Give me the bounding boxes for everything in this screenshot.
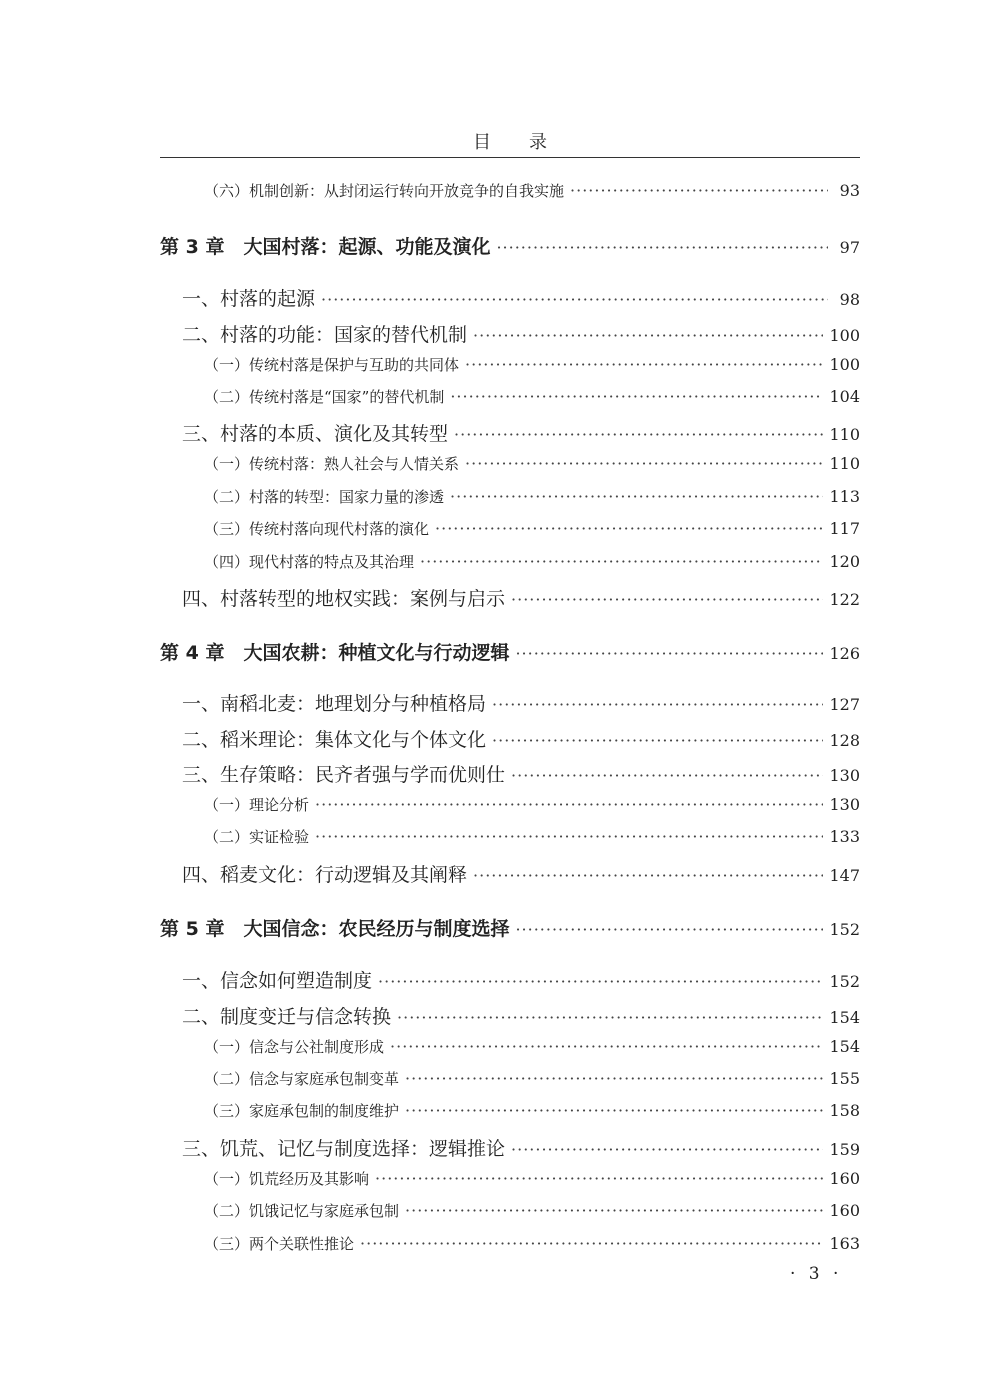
toc-entry-page: 154 bbox=[829, 1008, 860, 1027]
toc-entry-page: 113 bbox=[829, 487, 860, 506]
toc-entry-title: 第 4 章 大国农耕：种植文化与行动逻辑 bbox=[160, 642, 510, 664]
toc-section[interactable] bbox=[160, 860, 860, 887]
toc-entry-title: 第 3 章 大国村落：起源、功能及演化 bbox=[160, 236, 491, 258]
toc-entry-page: 110 bbox=[829, 454, 860, 473]
toc-entry-title: （二）传统村落是“国家”的替代机制 bbox=[204, 388, 445, 406]
dot-leader bbox=[511, 766, 823, 785]
toc-entry[interactable] bbox=[160, 486, 860, 507]
toc-entry-page: 100 bbox=[829, 326, 860, 345]
toc-section[interactable] bbox=[160, 1134, 860, 1161]
toc-entry-title: 第 5 章 大国信念：农民经历与制度选择 bbox=[160, 918, 510, 940]
toc-chapter[interactable] bbox=[160, 232, 860, 259]
toc-entry-page: 160 bbox=[829, 1201, 860, 1220]
toc-entry-title: （六）机制创新：从封闭运行转向开放竞争的自我实施 bbox=[204, 182, 565, 200]
dot-leader bbox=[465, 355, 823, 374]
toc-entry[interactable] bbox=[160, 354, 860, 375]
toc-section[interactable] bbox=[160, 966, 860, 993]
toc-entry-page: 127 bbox=[829, 695, 860, 714]
toc-entry-page: 159 bbox=[829, 1140, 860, 1159]
toc-section[interactable] bbox=[160, 284, 860, 311]
dot-leader bbox=[397, 1008, 823, 1027]
dot-leader bbox=[511, 1140, 823, 1159]
toc-entry-page: 130 bbox=[829, 766, 860, 785]
dot-leader bbox=[390, 1037, 823, 1056]
dot-leader bbox=[496, 238, 828, 257]
toc-entry-title: （一）饥荒经历及其影响 bbox=[204, 1170, 370, 1188]
toc-entry-title: （三）传统村落向现代村落的演化 bbox=[204, 520, 430, 538]
toc-entry-page: 93 bbox=[839, 181, 860, 200]
toc-entry-page: 152 bbox=[829, 920, 860, 939]
toc-entry[interactable] bbox=[160, 794, 860, 815]
toc-entry-page: 154 bbox=[829, 1037, 860, 1056]
dot-leader bbox=[420, 552, 823, 571]
dot-leader bbox=[435, 519, 823, 538]
toc-entry-page: 158 bbox=[829, 1101, 860, 1120]
dot-leader bbox=[492, 695, 823, 714]
dot-leader bbox=[454, 425, 823, 444]
toc-entry-page: 130 bbox=[829, 795, 860, 814]
toc-entry-page: 133 bbox=[829, 827, 860, 846]
toc-entry-title: 二、制度变迁与信念转换 bbox=[182, 1006, 392, 1028]
toc-entry-page: 122 bbox=[829, 590, 860, 609]
toc-entry-title: （一）理论分析 bbox=[204, 796, 310, 814]
toc-entry[interactable] bbox=[160, 180, 860, 201]
toc-entry-title: （二）饥饿记忆与家庭承包制 bbox=[204, 1202, 400, 1220]
toc-section[interactable] bbox=[160, 584, 860, 611]
toc-entry-page: 104 bbox=[829, 387, 860, 406]
dot-leader bbox=[375, 1169, 823, 1188]
toc-entry[interactable] bbox=[160, 1068, 860, 1089]
toc-entry-title: 四、稻麦文化：行动逻辑及其阐释 bbox=[182, 864, 468, 886]
toc-section[interactable] bbox=[160, 1002, 860, 1029]
toc-entry-title: （三）两个关联性推论 bbox=[204, 1235, 355, 1253]
toc-entry[interactable] bbox=[160, 453, 860, 474]
header-rule bbox=[160, 157, 860, 158]
toc-entry-page: 97 bbox=[839, 238, 860, 257]
toc-entry-page: 120 bbox=[829, 552, 860, 571]
dot-leader bbox=[515, 920, 823, 939]
page-number: · 3 · bbox=[790, 1264, 843, 1284]
toc-entry-title: 三、村落的本质、演化及其转型 bbox=[182, 423, 449, 445]
toc-entry-title: （二）村落的转型：国家力量的渗透 bbox=[204, 488, 445, 506]
toc-entry-title: 一、信念如何塑造制度 bbox=[182, 970, 373, 992]
toc-entry-page: 155 bbox=[829, 1069, 860, 1088]
toc-entry-title: （四）现代村落的特点及其治理 bbox=[204, 553, 415, 571]
toc-chapter[interactable] bbox=[160, 638, 860, 665]
dot-leader bbox=[515, 644, 823, 663]
dot-leader bbox=[405, 1201, 823, 1220]
toc-entry-page: 110 bbox=[829, 425, 860, 444]
toc-entry-page: 128 bbox=[829, 731, 860, 750]
toc-entry-title: （一）信念与公社制度形成 bbox=[204, 1038, 385, 1056]
toc-entry-title: 三、生存策略：民齐者强与学而优则仕 bbox=[182, 764, 506, 786]
toc-entry-title: （三）家庭承包制的制度维护 bbox=[204, 1102, 400, 1120]
dot-leader bbox=[315, 795, 823, 814]
toc-section[interactable] bbox=[160, 689, 860, 716]
dot-leader bbox=[360, 1234, 823, 1253]
toc-entry[interactable] bbox=[160, 1200, 860, 1221]
dot-leader bbox=[492, 731, 823, 750]
dot-leader bbox=[405, 1101, 823, 1120]
toc-entry-title: 四、村落转型的地权实践：案例与启示 bbox=[182, 588, 506, 610]
toc-entry[interactable] bbox=[160, 1036, 860, 1057]
toc-chapter[interactable] bbox=[160, 914, 860, 941]
page-header-title: 目录 bbox=[473, 132, 585, 153]
toc-entry[interactable] bbox=[160, 1168, 860, 1189]
toc-entry-title: （一）传统村落：熟人社会与人情关系 bbox=[204, 455, 460, 473]
toc-entry-title: 二、村落的功能：国家的替代机制 bbox=[182, 324, 468, 346]
dot-leader bbox=[473, 326, 823, 345]
toc-entry[interactable] bbox=[160, 551, 860, 572]
toc-section[interactable] bbox=[160, 725, 860, 752]
dot-leader bbox=[465, 454, 823, 473]
toc-entry[interactable] bbox=[160, 1233, 860, 1254]
dot-leader bbox=[405, 1069, 823, 1088]
toc-section[interactable] bbox=[160, 760, 860, 787]
dot-leader bbox=[570, 181, 828, 200]
toc-section[interactable] bbox=[160, 320, 860, 347]
toc-entry-page: 160 bbox=[829, 1169, 860, 1188]
toc-entry-title: 一、村落的起源 bbox=[182, 288, 316, 310]
toc-entry-page: 98 bbox=[839, 290, 860, 309]
toc-entry-page: 147 bbox=[829, 866, 860, 885]
toc-entry-title: （二）实证检验 bbox=[204, 828, 310, 846]
toc-entry[interactable] bbox=[160, 1100, 860, 1121]
toc-entry-title: （一）传统村落是保护与互助的共同体 bbox=[204, 356, 460, 374]
dot-leader bbox=[511, 590, 823, 609]
dot-leader bbox=[450, 387, 823, 406]
toc-entry-page: 126 bbox=[829, 644, 860, 663]
toc-entry-page: 163 bbox=[829, 1234, 860, 1253]
toc-entry[interactable] bbox=[160, 518, 860, 539]
toc-entry-page: 100 bbox=[829, 355, 860, 374]
dot-leader bbox=[378, 972, 823, 991]
dot-leader bbox=[450, 487, 823, 506]
toc-entry-page: 152 bbox=[829, 972, 860, 991]
toc-entry-title: （二）信念与家庭承包制变革 bbox=[204, 1070, 400, 1088]
dot-leader bbox=[321, 290, 828, 309]
toc-section[interactable] bbox=[160, 419, 860, 446]
toc-entry-title: 一、南稻北麦：地理划分与种植格局 bbox=[182, 693, 487, 715]
toc-entry-title: 二、稻米理论：集体文化与个体文化 bbox=[182, 729, 487, 751]
toc-entry-page: 117 bbox=[829, 519, 860, 538]
dot-leader bbox=[315, 827, 823, 846]
toc-entry-title: 三、饥荒、记忆与制度选择：逻辑推论 bbox=[182, 1138, 506, 1160]
dot-leader bbox=[473, 866, 823, 885]
toc-entry[interactable] bbox=[160, 386, 860, 407]
toc-entry[interactable] bbox=[160, 826, 860, 847]
